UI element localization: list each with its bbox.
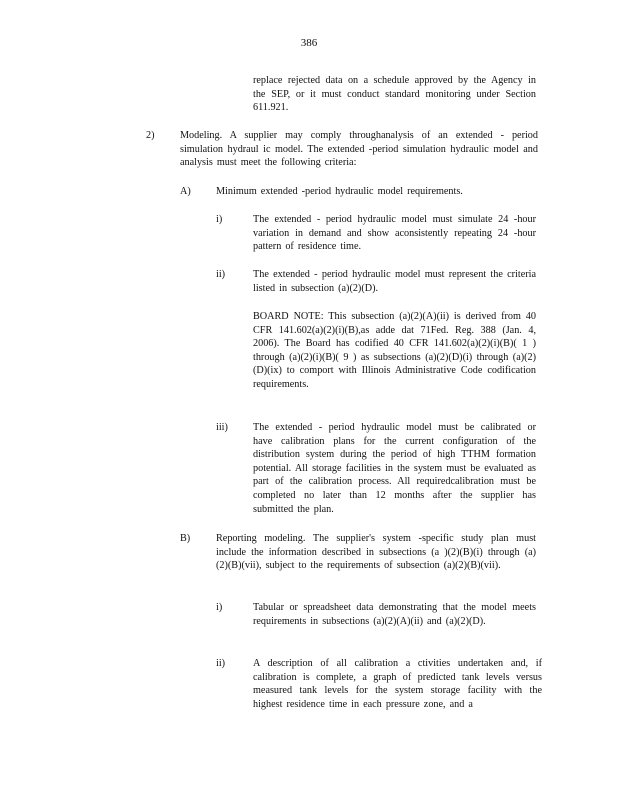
item-A-iii-label: iii) bbox=[216, 422, 228, 433]
item-2-label: 2) bbox=[146, 130, 155, 141]
item-A-i-text: The extended - period hydraulic model must simulate 24 -hour variation in demand and show aconsistently repeating 24 -hour pattern of residence time. bbox=[253, 214, 536, 253]
item-A-text: Minimum extended -period hydraulic model requirements. bbox=[216, 186, 463, 197]
board-note: BOARD NOTE: This subsection (a)(2)(A)(ii) is derived from 40 CFR 141.602(a)(2)(i)(B),as adde dat 71Fed. Reg. 388 (Jan. 4, 2006). The Board has codified 40 CFR 141.602(a)(2)(i)(B)( 1 ) through (a)(2)(i)(B)( 9 ) as subsections (a)(2)(D)(i) through (a)(2)(D)(ix) to comport with Illinois Administrative Code codification requirements. bbox=[253, 311, 536, 390]
item-A-label: A) bbox=[180, 186, 191, 197]
page-number: 386 bbox=[300, 37, 318, 49]
item-A-i-label: i) bbox=[216, 214, 223, 225]
item-A-ii-text: The extended - period hydraulic model must represent the criteria listed in subsection (a)(2)(D). bbox=[253, 269, 536, 294]
item-A-iii-text: The extended - period hydraulic model must be calibrated or have calibration plans for the current configuration of the distribution system during the period of high TTHM formation potential. All storage facilities in the system must be evaluated as part of the calibration process. All requiredcalibration must be completed no later than 12 months after the supplier has submitted the plan. bbox=[253, 422, 536, 515]
item-B-i-text: Tabular or spreadsheet data demonstrating that the model meets requirements in subsections (a)(2)(A)(ii) and (a)(2)(D). bbox=[253, 602, 536, 627]
item-B-text: Reporting modeling. The supplier's system -specific study plan must include the information described in subsections (a )(2)(B)(i) through (a)(2)(B)(vii), subject to the requirements of subsection (a)(2)(B)(vii). bbox=[216, 533, 536, 572]
item-B-label: B) bbox=[180, 533, 191, 544]
item-2-text: Modeling. A supplier may comply throughanalysis of an extended - period simulation hydraul ic model. The extended -period simulation hydraulic model and analysis must meet the following criteria: bbox=[180, 130, 538, 169]
item-B-ii-label: ii) bbox=[216, 658, 226, 669]
item-B-i-label: i) bbox=[216, 602, 223, 613]
item-A-ii-label: ii) bbox=[216, 269, 226, 280]
item-B-ii-text: A description of all calibration a ctivities undertaken and, if calibration is complete, a graph of predicted tank levels versus measured tank levels for the system storage facility with the highest residence time in each pressure zone, and a bbox=[253, 658, 542, 710]
continuation-paragraph: replace rejected data on a schedule approved by the Agency in the SEP, or it must conduct standard monitoring under Section 611.921. bbox=[253, 75, 536, 114]
